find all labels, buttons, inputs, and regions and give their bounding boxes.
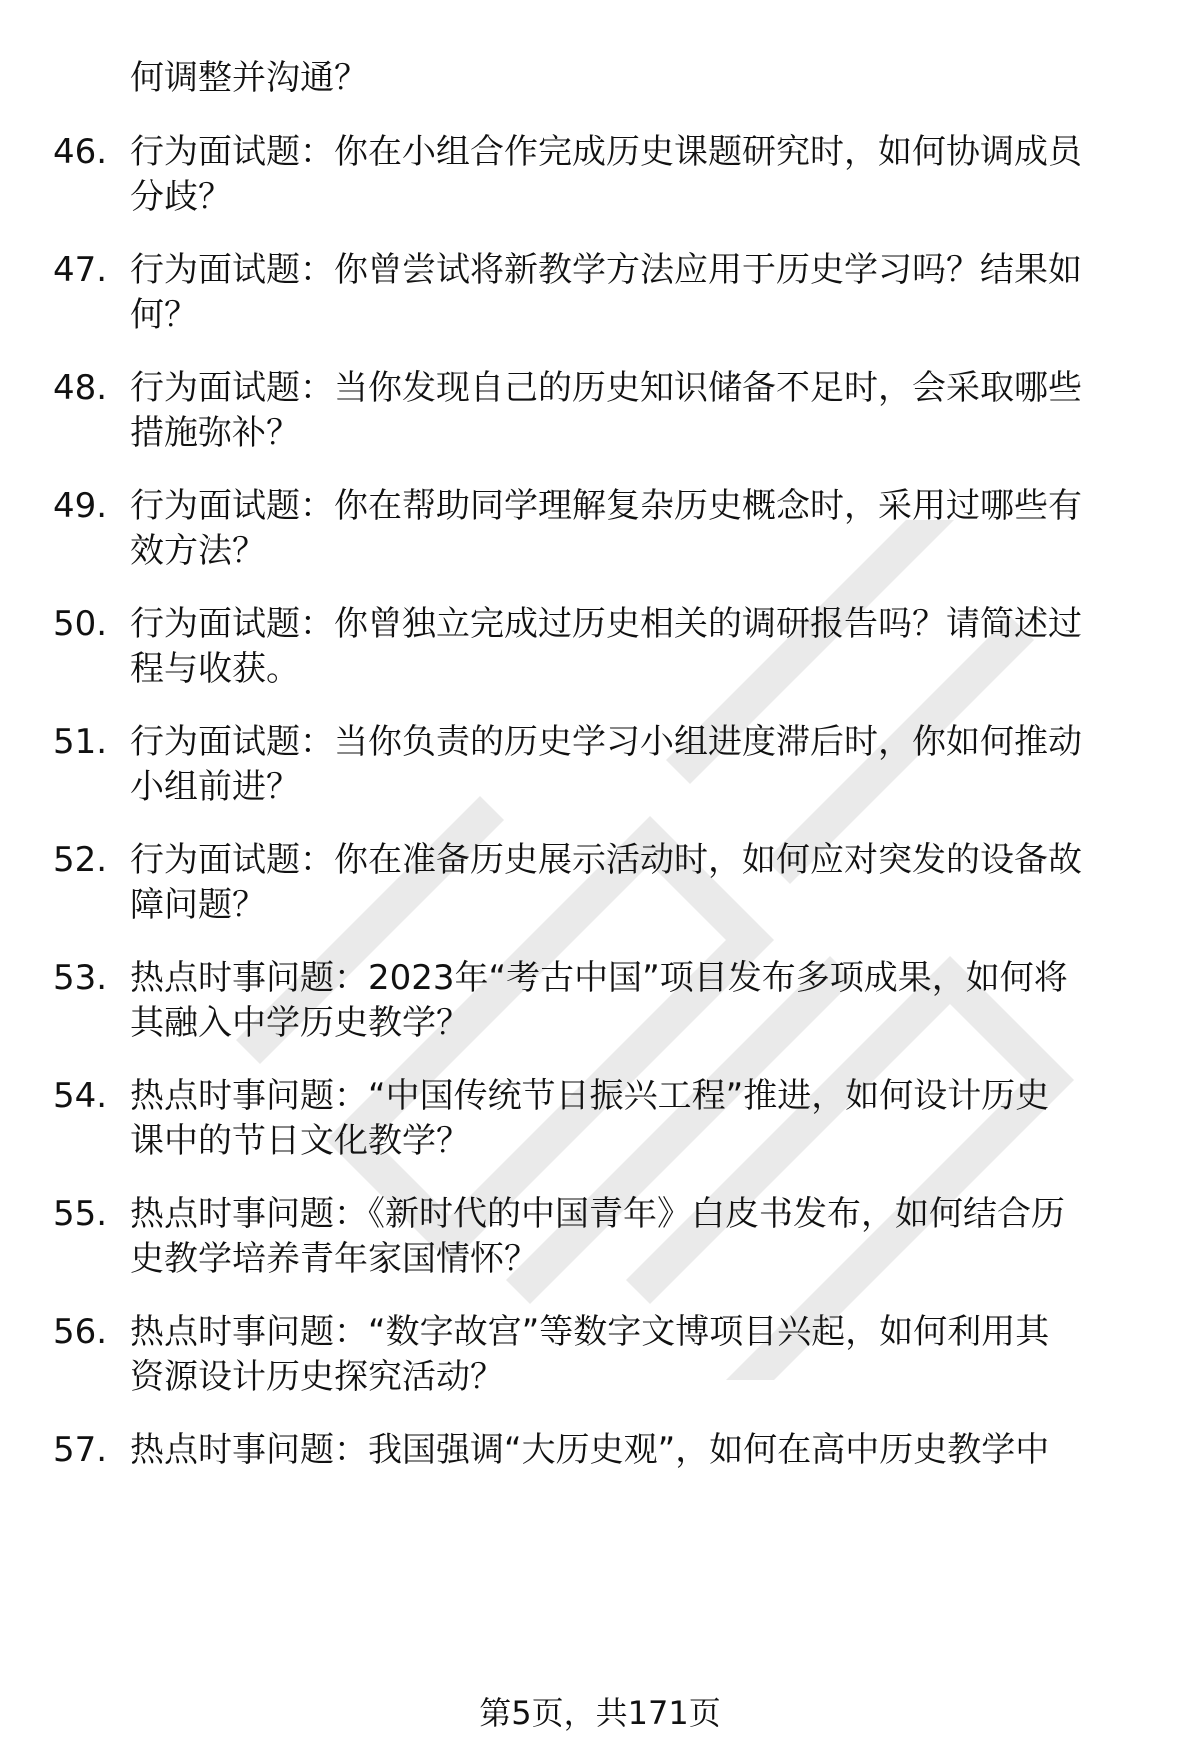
item-text-line-2: 程与收获。 (130, 649, 300, 689)
item-text-line-2: 其融入中学历史教学？ (130, 1003, 470, 1043)
item-text-line-2: 分歧？ (130, 177, 232, 217)
page-footer: 第5页，共171页 (479, 1694, 721, 1732)
item-number: 49. (53, 486, 108, 526)
item-text-line-1: 热点时事问题：《新时代的中国青年》白皮书发布，如何结合历 (130, 1194, 1065, 1234)
item-text-line-2: 小组前进？ (130, 767, 300, 807)
item-number: 47. (53, 250, 108, 290)
item-number: 50. (53, 604, 108, 644)
item-text-line-2: 障问题？ (130, 885, 266, 925)
item-text-line-1: 行为面试题：你在准备历史展示活动时，如何应对突发的设备故 (130, 840, 1082, 880)
item-text-line-1: 行为面试题：你在帮助同学理解复杂历史概念时，采用过哪些有 (130, 486, 1082, 526)
item-number: 56. (53, 1312, 108, 1352)
item-text-line-2: 资源设计历史探究活动？ (130, 1357, 504, 1397)
item-text-line-2: 课中的节日文化教学？ (130, 1121, 470, 1161)
item-text-line-1: 行为面试题：当你发现自己的历史知识储备不足时，会采取哪些 (130, 368, 1082, 408)
item-text-line-1: 行为面试题：你在小组合作完成历史课题研究时，如何协调成员 (130, 132, 1082, 172)
item-text-line-1: 行为面试题：当你负责的历史学习小组进度滞后时，你如何推动 (130, 722, 1082, 762)
item-text-line-2: 效方法？ (130, 531, 266, 571)
item-number: 57. (53, 1430, 108, 1470)
item-text-line-1: 行为面试题：你曾独立完成过历史相关的调研报告吗？请简述过 (130, 604, 1082, 644)
item-number: 53. (53, 958, 108, 998)
continuation-text: 何调整并沟通？ (130, 58, 368, 98)
item-text-line-2: 何？ (130, 295, 198, 335)
item-text-line-2: 史教学培养青年家国情怀？ (130, 1239, 538, 1279)
item-number: 51. (53, 722, 108, 762)
item-text-line-1: 热点时事问题：2023年“考古中国”项目发布多项成果，如何将 (130, 958, 1068, 998)
item-text-line-1: 热点时事问题：“数字故宫”等数字文博项目兴起，如何利用其 (130, 1312, 1050, 1352)
item-text-line-1: 热点时事问题：“中国传统节日振兴工程”推进，如何设计历史 (130, 1076, 1050, 1116)
item-number: 52. (53, 840, 108, 880)
item-number: 46. (53, 132, 108, 172)
item-text-line-2: 措施弥补？ (130, 413, 300, 453)
item-number: 48. (53, 368, 108, 408)
item-text-line-1: 热点时事问题：我国强调“大历史观”，如何在高中历史教学中 (130, 1430, 1050, 1470)
item-number: 55. (53, 1194, 108, 1234)
item-number: 54. (53, 1076, 108, 1116)
item-text-line-1: 行为面试题：你曾尝试将新教学方法应用于历史学习吗？结果如 (130, 250, 1082, 290)
